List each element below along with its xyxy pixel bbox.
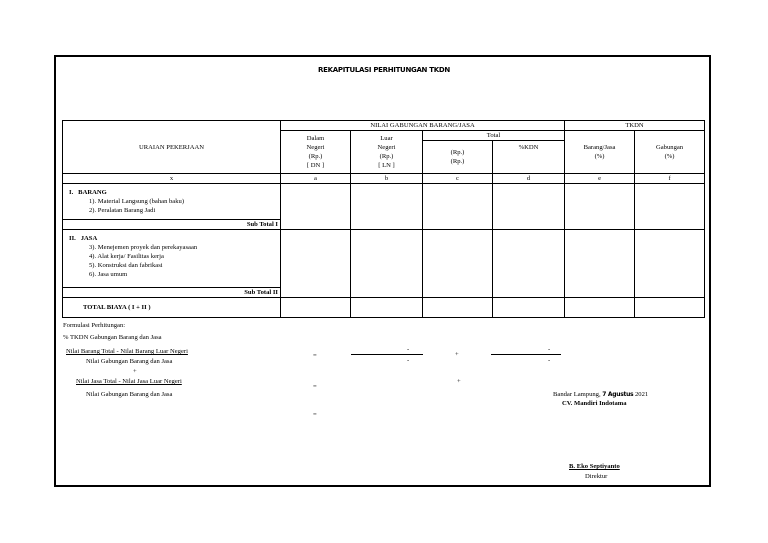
header-luar-negeri: Luar Negeri (Rp.) [ LN ] xyxy=(351,131,423,174)
cell xyxy=(423,298,493,318)
formula-dash-1: - xyxy=(407,346,410,353)
header-gabungan: Gabungan (%) xyxy=(635,131,705,174)
list-item: 5). Konstruksi dan fabrikasi xyxy=(89,262,163,269)
formula-dash-2: - xyxy=(407,357,410,364)
list-item: 4). Alat kerja/ Fasilitas kerja xyxy=(89,253,164,260)
header-total: Total xyxy=(423,131,565,141)
header-uraian: URAIAN PEKERJAAN xyxy=(63,121,281,174)
formula-plus-2: + xyxy=(455,351,459,358)
page-title: REKAPITULASI PERHITUNGAN TKDN xyxy=(318,66,450,74)
list-item: 6). Jasa umum xyxy=(89,271,128,278)
section-barang: I. BARANG 1). Material Langsung (bahan baku) 2). Peralatan Barang Jadi xyxy=(63,184,281,220)
letter-f: f xyxy=(635,174,705,184)
signature-name: B. Eko Septiyanto xyxy=(569,463,620,470)
cell xyxy=(281,230,351,298)
cell xyxy=(565,184,635,230)
formula-plus-3: + xyxy=(457,378,461,385)
formula-denominator-2: Nilai Gabungan Barang dan Jasa xyxy=(86,391,173,398)
cell xyxy=(493,230,565,298)
fraction-line-2 xyxy=(491,354,561,355)
formula-numerator-2: Nilai Jasa Total - Nilai Jasa Luar Negeri xyxy=(76,378,182,385)
list-item: 2). Peralatan Barang Jadi xyxy=(89,207,156,214)
letter-c: c xyxy=(423,174,493,184)
formula-dash-3: - xyxy=(548,346,551,353)
cell xyxy=(565,230,635,298)
header-barang-jasa: Barang/Jasa (%) xyxy=(565,131,635,174)
section-jasa: II. JASA 3). Menejemen proyek dan perekayasaan 4). Alat kerja/ Fasilitas kerja 5). Konstruksi dan fabrikasi 6). Jasa umum xyxy=(63,230,281,288)
cell xyxy=(351,298,423,318)
formula-denominator-1: Nilai Gabungan Barang dan Jasa xyxy=(86,358,173,365)
cell xyxy=(423,184,493,230)
cell xyxy=(351,230,423,298)
signature-place-date: Bandar Lampung, 7 Agustus 2021 xyxy=(553,391,649,398)
formula-dash-4: - xyxy=(548,357,551,364)
header-dalam-negeri: Dalam Negeri (Rp.) [ DN ] xyxy=(281,131,351,174)
rekap-table xyxy=(62,120,705,318)
letter-e: e xyxy=(565,174,635,184)
cell xyxy=(281,298,351,318)
cell xyxy=(423,230,493,298)
header-total-rp: (Rp.) (Rp.) xyxy=(423,141,493,174)
formula-equals-2: = xyxy=(313,383,317,390)
total-biaya: TOTAL BIAYA ( I + II ) xyxy=(63,298,281,318)
header-nilai-gabungan: NILAI GABUNGAN BARANG/JASA xyxy=(281,121,565,131)
subtotal-1: Sub Total I xyxy=(63,220,281,230)
header-tkdn: TKDN xyxy=(565,121,705,131)
formula-plus-1: + xyxy=(133,368,137,375)
cell xyxy=(635,298,705,318)
formula-equals-3: = xyxy=(313,411,317,418)
list-item: 3). Menejemen proyek dan perekayasaan xyxy=(89,244,198,251)
formula-equals-1: = xyxy=(313,352,317,359)
signature-company: CV. Mandiri Indotama xyxy=(562,400,627,407)
letter-b: b xyxy=(351,174,423,184)
subtotal-2: Sub Total II xyxy=(63,288,281,298)
cell xyxy=(635,230,705,298)
fraction-line-1 xyxy=(351,354,423,355)
cell xyxy=(565,298,635,318)
header-pct-kdn: %KDN xyxy=(493,141,565,174)
letter-a: a xyxy=(281,174,351,184)
formula-numerator-1: Nilai Barang Total - Nilai Barang Luar Negeri xyxy=(66,348,188,355)
cell xyxy=(351,184,423,230)
formula-heading: Formulasi Perhitungan: xyxy=(63,322,126,329)
list-item: 1). Material Langsung (bahan baku) xyxy=(89,198,185,205)
cell xyxy=(493,298,565,318)
cell xyxy=(281,184,351,230)
formula-pct-label: % TKDN Gabungan Barang dan Jasa xyxy=(63,334,162,341)
letter-d: d xyxy=(493,174,565,184)
cell xyxy=(635,184,705,230)
letter-x: x xyxy=(63,174,281,184)
signature-role: Direktur xyxy=(585,473,608,480)
cell xyxy=(493,184,565,230)
